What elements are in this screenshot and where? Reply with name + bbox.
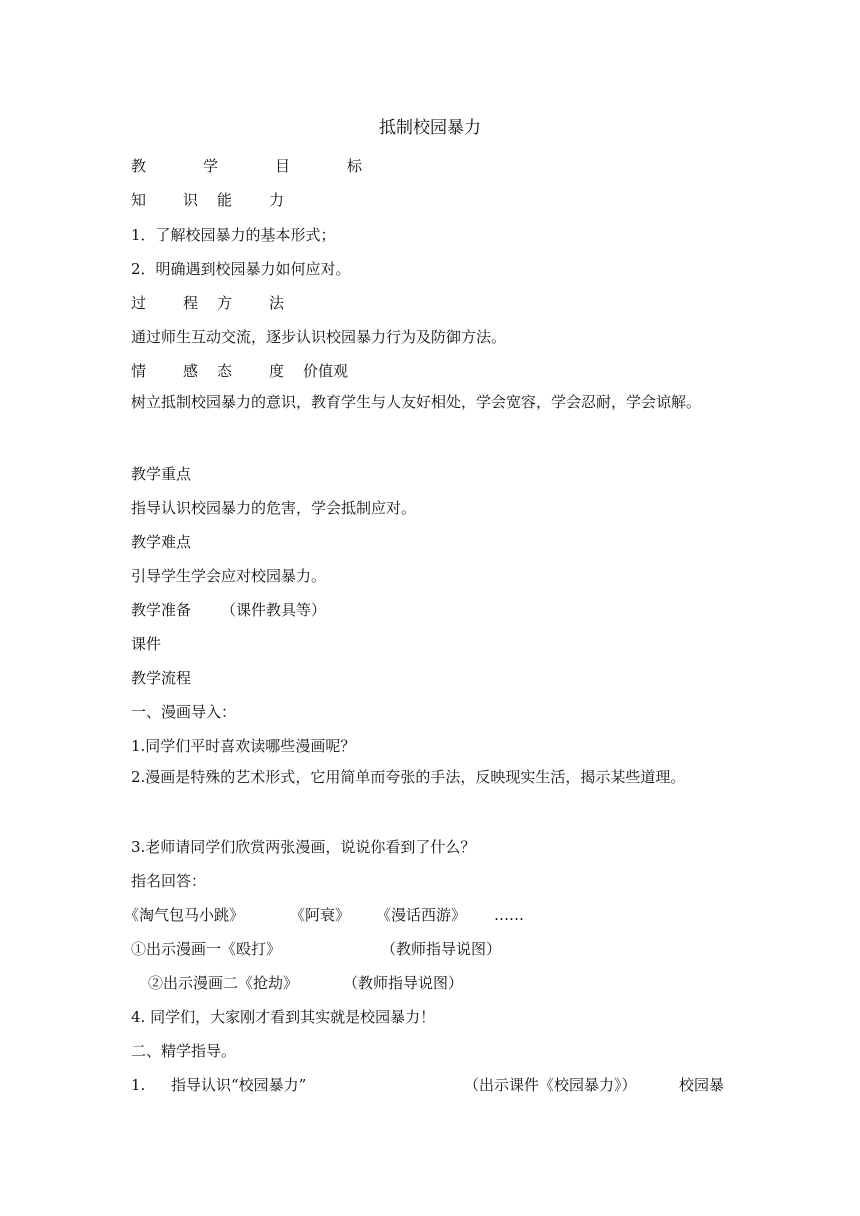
preparation-note: （课件教具等） [221,601,327,619]
item-text: 指导认识“校园暴力” [171,1076,307,1094]
heading-char: 价值观 [303,362,349,380]
heading-char: 过 [131,294,147,312]
difficulty-text: 引导学生学会应对校园暴力。 [131,567,327,585]
heading-char: 知 [131,191,147,209]
show-comic-1 [131,935,501,963]
heading-char: 态 [217,362,233,380]
knowledge-heading [131,186,299,214]
show-comic-note: （教师指导说图） [343,974,464,992]
preparation-text: 课件 [131,635,162,653]
question-line: 1.同学们平时喜欢读哪些漫画呢？ [131,737,356,755]
knowledge-item: 1．了解校园暴力的基本形式； [131,226,336,244]
difficulty-label: 教学难点 [131,533,192,551]
heading-char: 力 [269,191,285,209]
item-number: 1. [131,1076,146,1094]
emotion-text: 树立抵制校园暴力的意识，教育学生与人友好相处，学会宽容，学会忍耐，学会谅解。 [131,393,702,411]
process-heading [131,289,299,317]
heading-char: 教 [131,157,147,175]
comic-title: 《阿衰》 [290,906,351,924]
section-heading: 二、精学指导。 [131,1042,237,1060]
comic-title: 《淘气包马小跳》 [124,906,245,924]
question-line: 2.漫画是特殊的艺术形式，它用简单而夸张的手法，反映现实生活，揭示某些道理。 [131,768,686,786]
document-title: 抵制校园暴力 [379,118,481,138]
heading-char: 情 [131,362,147,380]
key-point-label: 教学重点 [131,465,192,483]
preparation-label: 教学准备 [131,601,192,619]
show-comic-note: （教师指导说图） [381,940,502,958]
heading-char: 能 [217,191,233,209]
preparation-heading [131,596,326,624]
question-line: 3.老师请同学们欣赏两张漫画，说说你看到了什么？ [131,838,476,856]
item-note: （出示课件《校园暴力》） [464,1076,637,1094]
heading-char: 程 [183,294,199,312]
objectives-heading [131,152,377,180]
knowledge-item: 2．明确遇到校园暴力如何应对。 [131,260,351,278]
heading-char: 度 [269,362,285,380]
guidance-item [131,1071,724,1099]
heading-char: 目 [275,157,291,175]
question-line: 4. 同学们，大家刚才看到其实就是校园暴力！ [131,1008,436,1026]
show-comic-text: ②出示漫画二《抢劫》 [148,974,299,992]
key-point-text: 指导认识校园暴力的危害，学会抵制应对。 [131,499,417,517]
emotion-heading [131,357,348,385]
heading-char: 识 [183,191,199,209]
heading-char: 学 [203,157,219,175]
heading-char: 感 [183,362,199,380]
section-heading: 一、漫画导入： [131,703,237,721]
process-text: 通过师生互动交流，逐步认识校园暴力行为及防御方法。 [131,328,507,346]
heading-char: 法 [269,294,285,312]
comic-list [124,901,524,929]
heading-char: 方 [217,294,233,312]
comic-title: 《漫话西游》 [376,906,467,924]
show-comic-text: ①出示漫画一《殴打》 [131,940,282,958]
flow-label: 教学流程 [131,669,192,687]
heading-char: 标 [347,157,363,175]
answer-label: 指名回答： [131,872,207,890]
comic-ellipsis: …… [494,906,524,924]
show-comic-2 [148,969,463,997]
item-tail: 校园暴 [679,1076,725,1094]
